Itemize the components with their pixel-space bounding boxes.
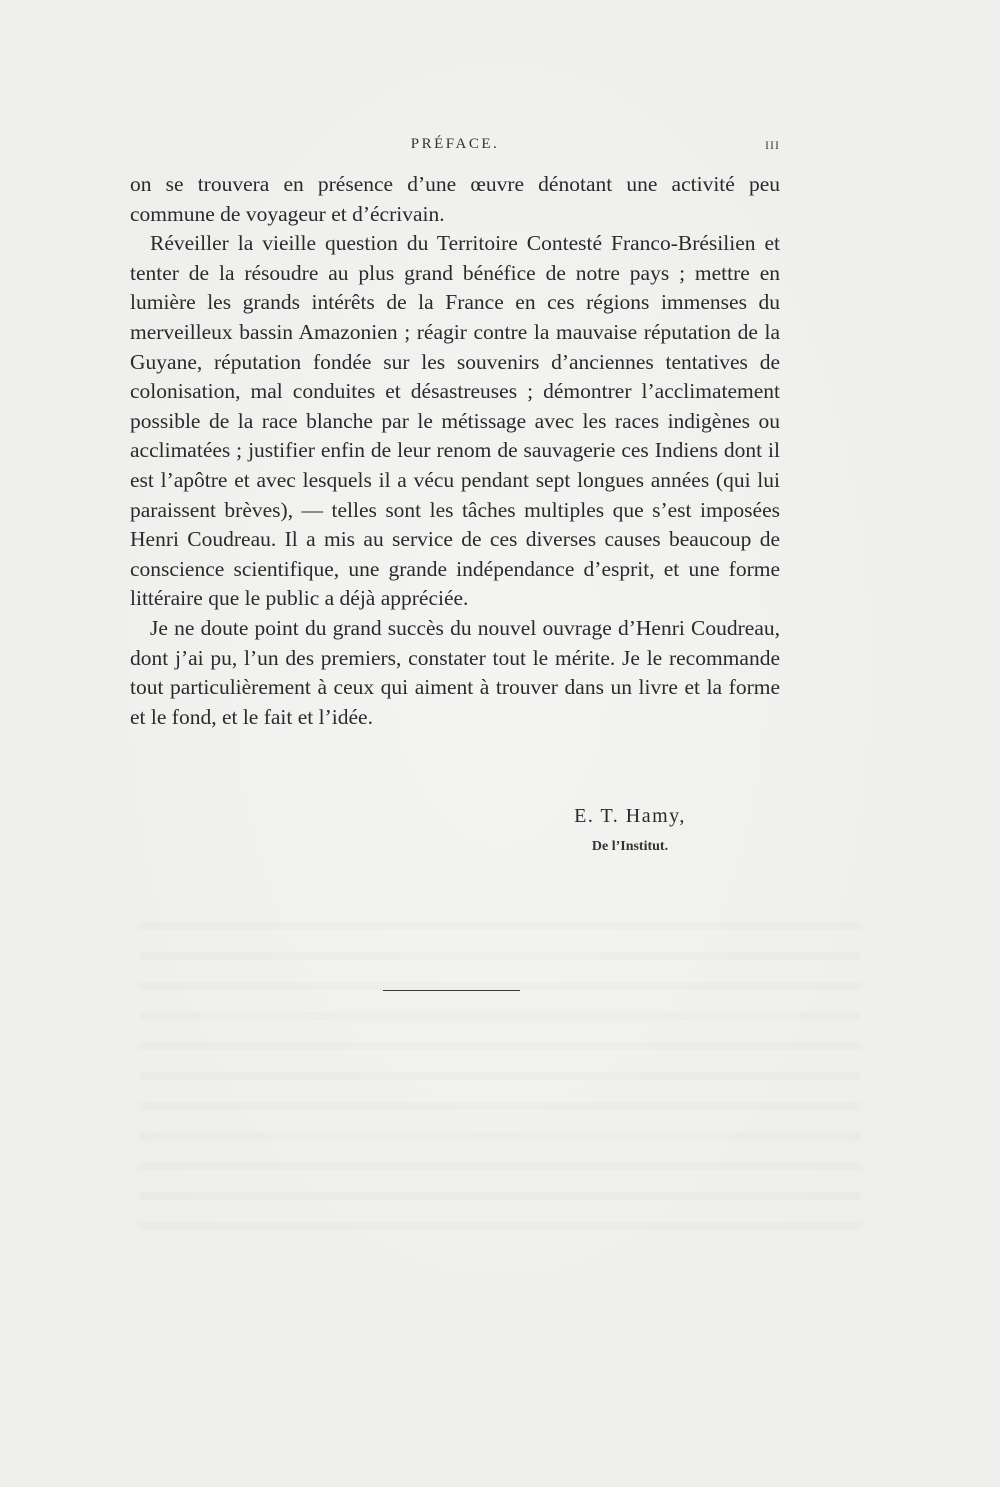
signature-name: E. T. Hamy, [574,805,686,827]
paragraph-main: Réveiller la vieille question du Territoire Contesté Franco-Brésilien et tenter de la résoudre au plus grand bénéfice de notre pays ; mettre en lumière les grands intérêts de la France en ces régions immenses du merveilleux bassin Amazonien ; réagir contre la mauvaise réputation de la Guyane, réputation fondée sur les souvenirs d’anciennes tentatives de colonisation, mal conduites et désastreuses ; démontrer l’acclimatement possible de la race blanche par le métissage avec les races indigènes ou acclimatées ; justifier enfin de leur renom de sauvagerie ces Indiens dont il est l’apôtre et avec lesquels il a vécu pendant sept longues années (qui lui paraissent brèves), — telles sont les tâches multiples que s’est imposées Henri Coudreau. Il a mis au service de ces diverses causes beaucoup de conscience scientifique, une grande indépendance d’esprit, et une forme littéraire que le public a déjà appréciée. [130,231,780,611]
end-rule-divider [383,990,520,991]
running-title: PRÉFACE. [410,136,500,152]
paragraph-closing: Je ne doute point du grand succès du nouvel ouvrage d’Henri Coudreau, dont j’ai pu, l’un des premiers, constater tout le mérite. Je le recommande tout particulièrement à ceux qui aiment à trouver dans un livre et la forme et le fond, et le fait et l’idée. [130,615,780,729]
show-through-texture [140,900,860,1240]
signature-block [560,802,700,860]
preface-body [130,170,780,732]
page-number: III [765,138,780,152]
signature-affiliation: De l’Institut. [591,839,669,854]
running-head [130,136,780,156]
paragraph-continuation: on se trouvera en présence d’une œuvre dénotant une activité peu commune de voyageur et d’écrivain. [130,172,780,226]
